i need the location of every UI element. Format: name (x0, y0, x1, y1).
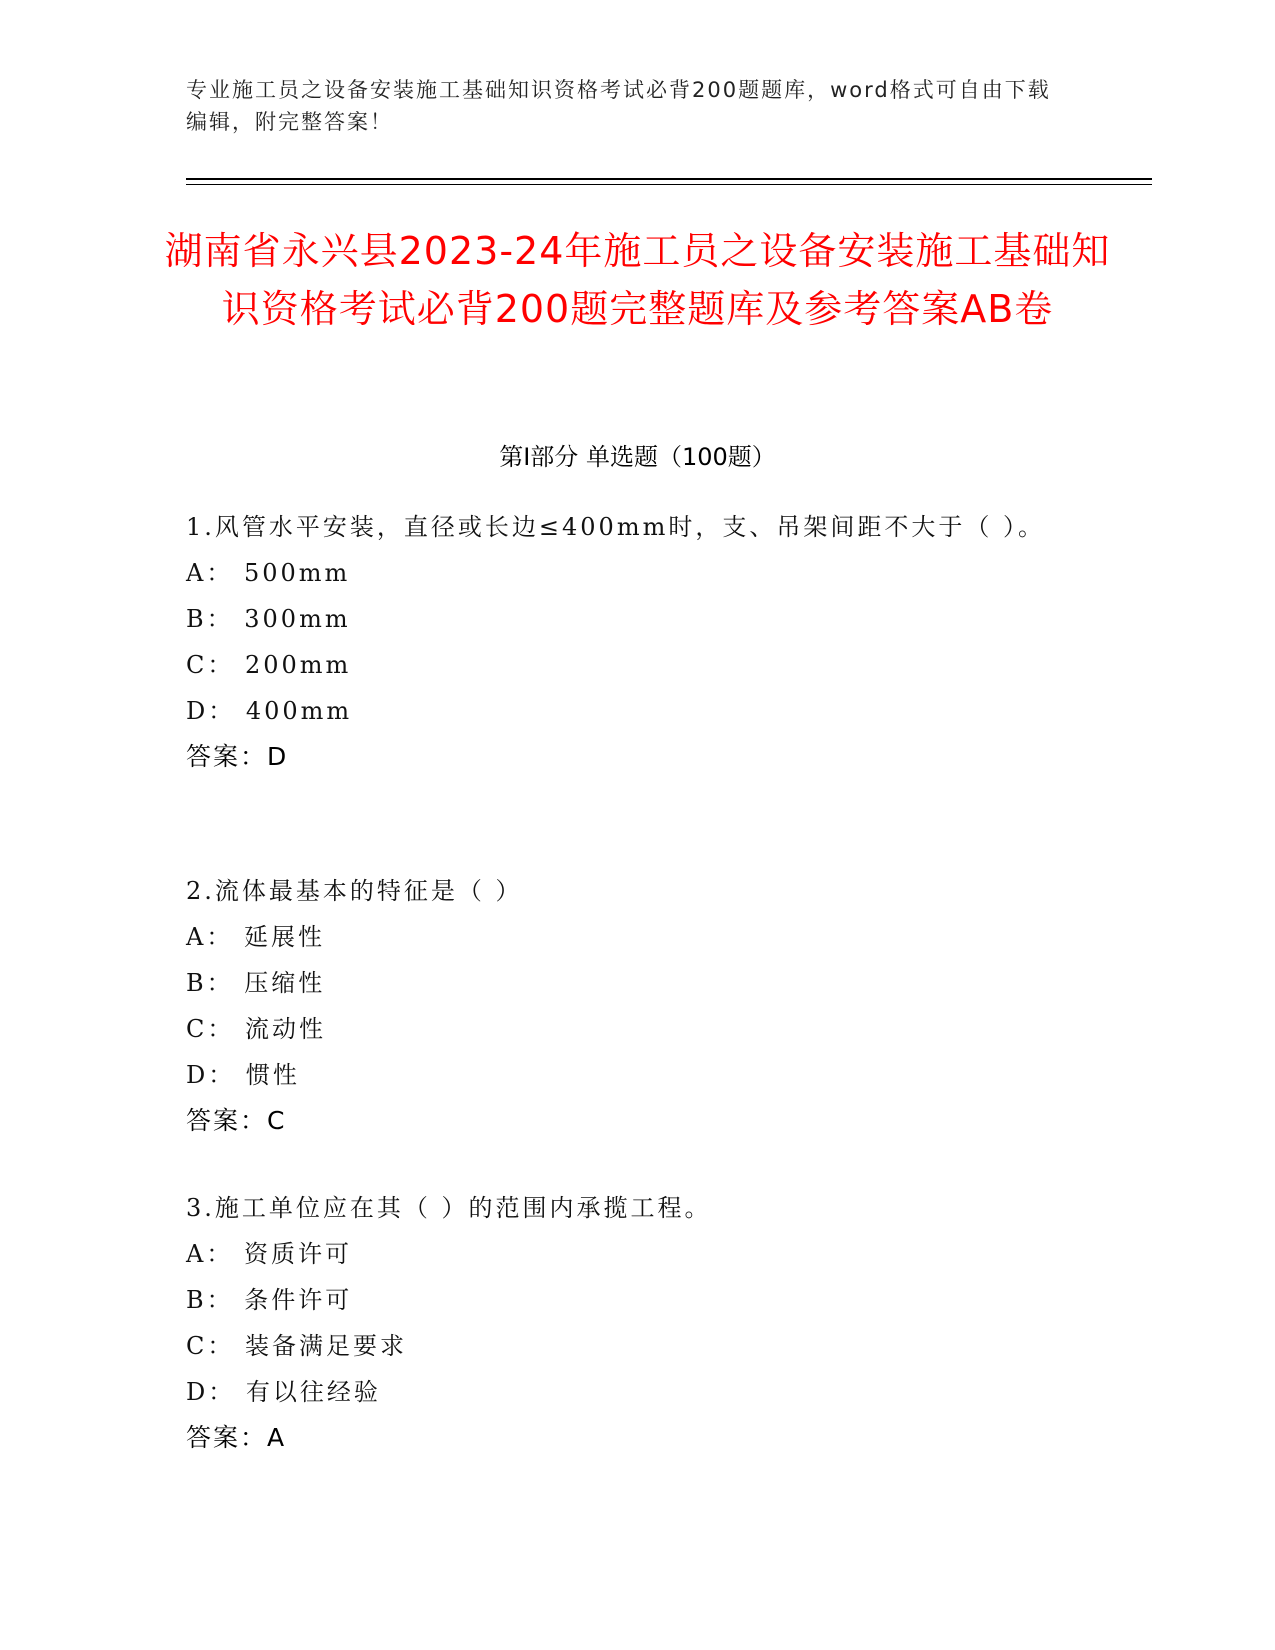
option-b: B： 300mm (186, 605, 351, 633)
document-title: 湖南省永兴县2023-24年施工员之设备安装施工基础知识资格考试必背200题完整题库及参考答案AB卷 (164, 229, 1111, 331)
option-c: C： 流动性 (186, 1015, 326, 1043)
option-d: D： 惯性 (186, 1061, 300, 1089)
question-stem: 1.风管水平安装，直径或长边≤400mm时，支、吊架间距不大于（ ）。 (186, 513, 1045, 541)
header-divider-thick (186, 178, 1152, 180)
header-divider-thin (186, 184, 1152, 185)
question-2 (186, 868, 1066, 1144)
option-d: D： 400mm (186, 697, 353, 725)
question-stem: 3.施工单位应在其（ ）的范围内承揽工程。 (186, 1194, 712, 1222)
option-c: C： 装备满足要求 (186, 1332, 407, 1360)
option-a: A： 500mm (186, 559, 351, 587)
option-b: B： 压缩性 (186, 969, 326, 997)
section-heading: 第I部分 单选题（100题） (499, 443, 776, 471)
question-3 (186, 1185, 1066, 1461)
answer-line: 答案：A (186, 1423, 287, 1452)
option-b: B： 条件许可 (186, 1286, 353, 1314)
option-a: A： 资质许可 (186, 1240, 352, 1268)
option-a: A： 延展性 (186, 923, 325, 951)
answer-line: 答案：D (186, 742, 289, 771)
question-stem: 2.流体最基本的特征是（ ） (186, 877, 523, 905)
option-c: C： 200mm (186, 651, 352, 679)
option-d: D： 有以往经验 (186, 1378, 381, 1406)
question-1 (186, 504, 1066, 780)
header-note: 专业施工员之设备安装施工基础知识资格考试必背200题题库，word格式可自由下载编辑，附完整答案！ (186, 78, 1051, 134)
answer-line: 答案：C (186, 1106, 287, 1135)
